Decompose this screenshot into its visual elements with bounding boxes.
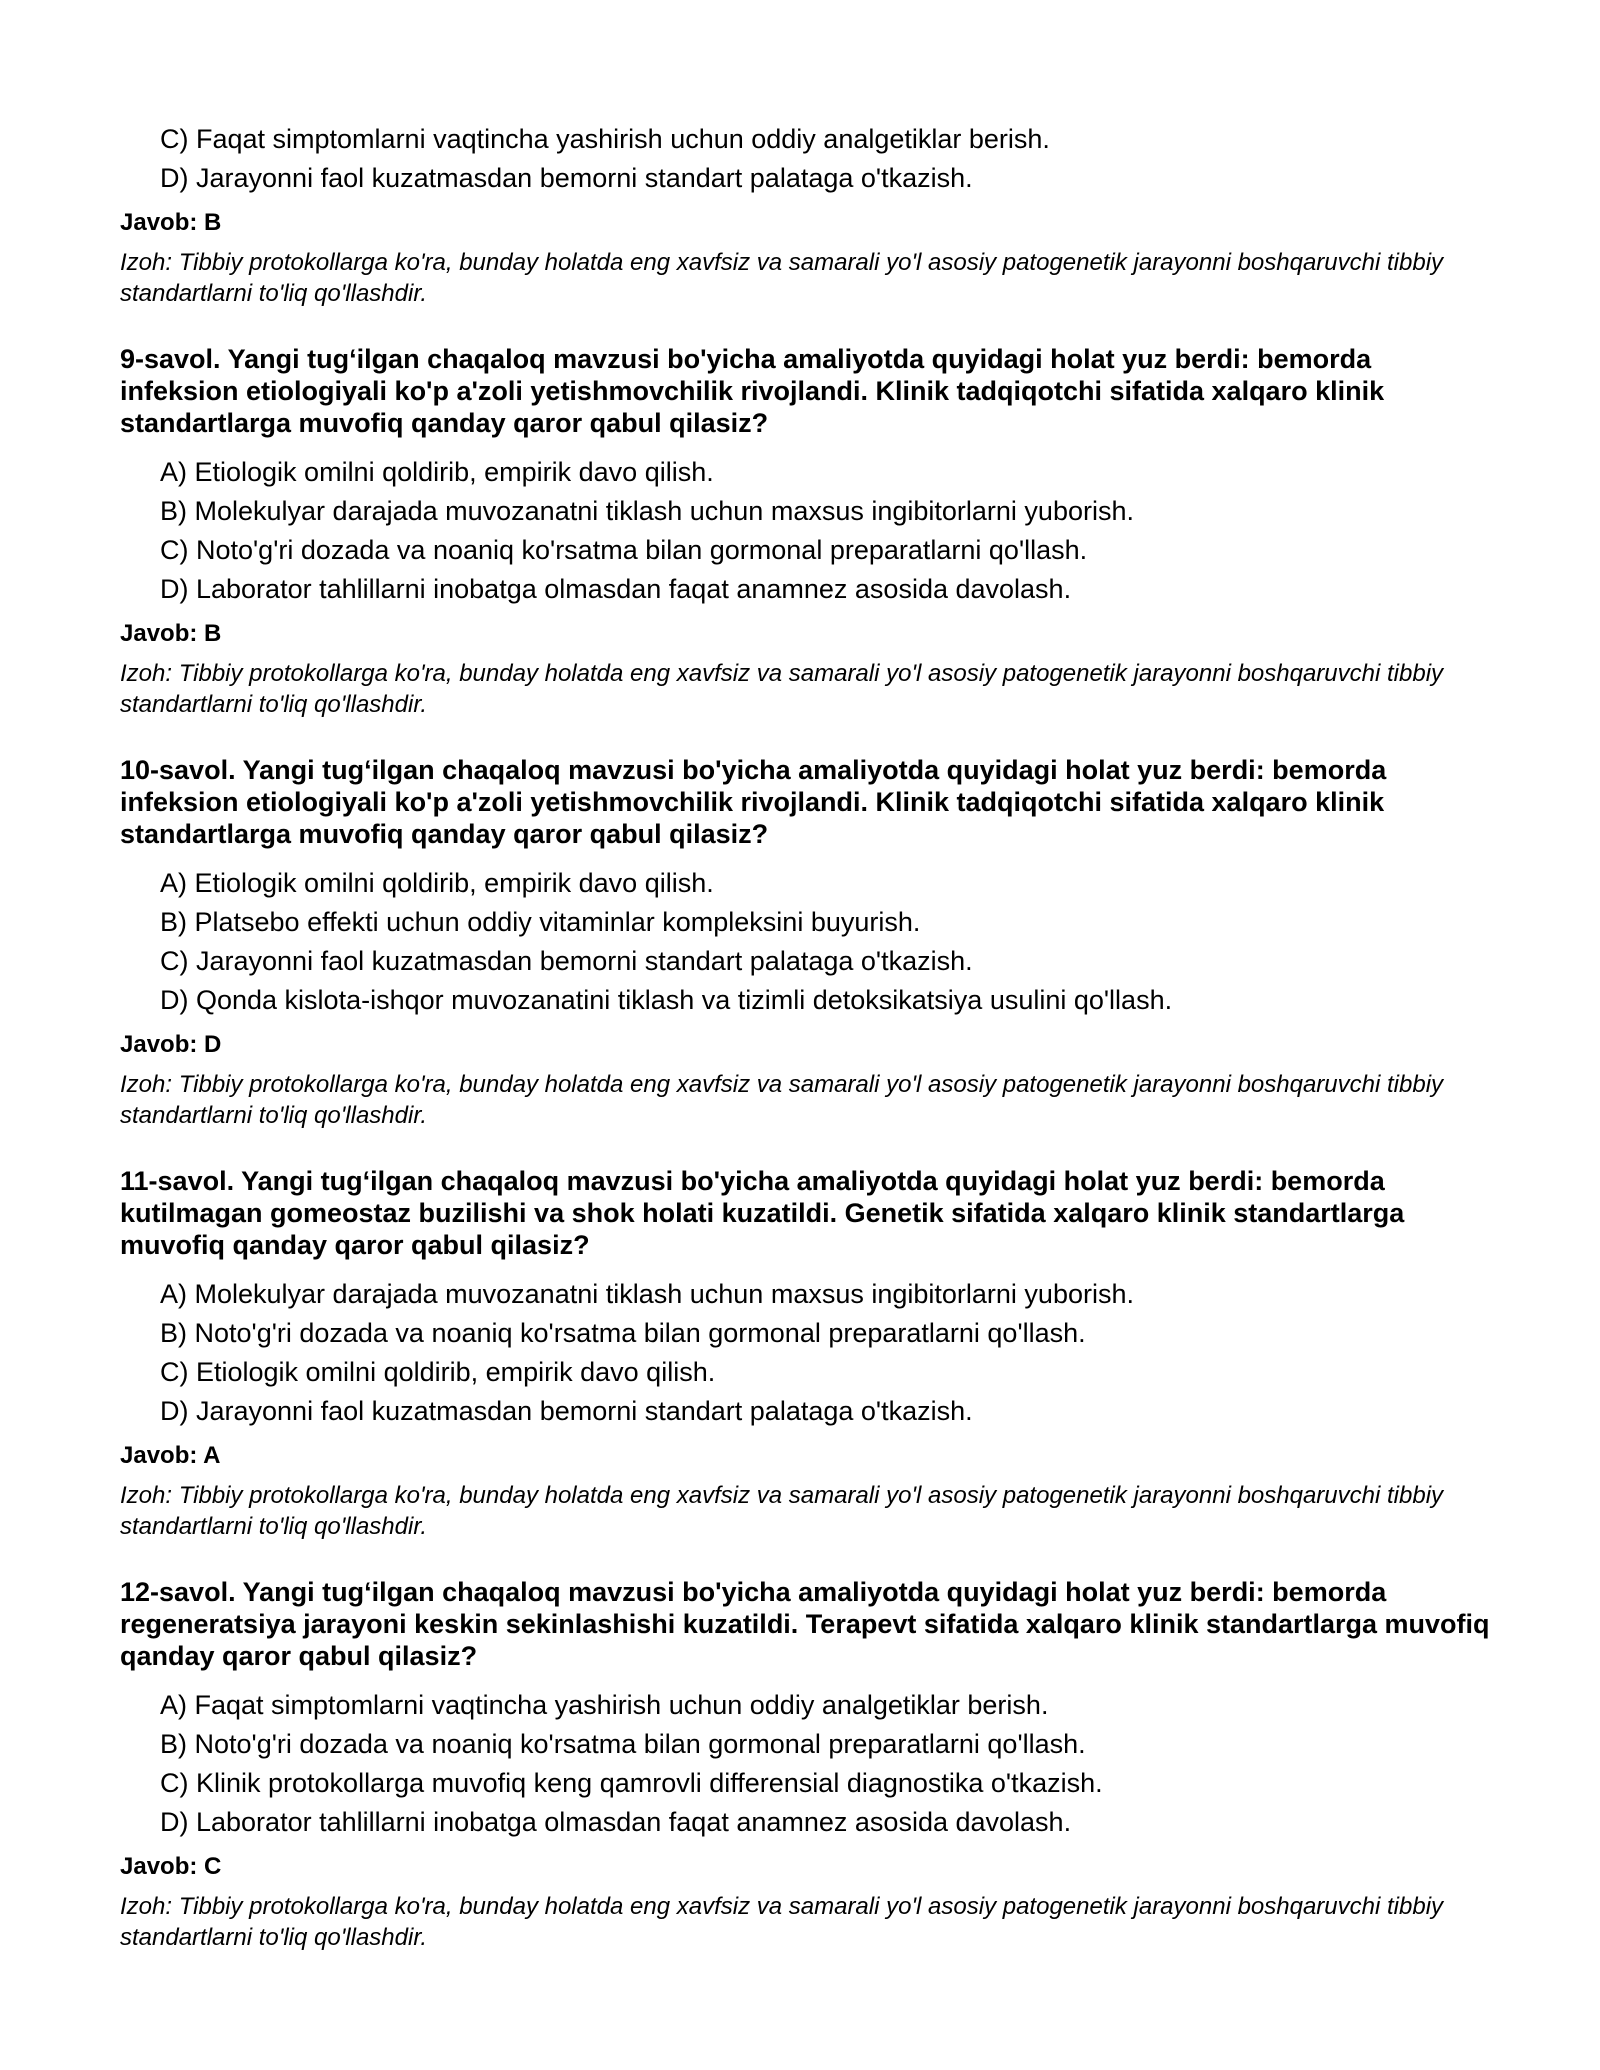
options-list	[120, 1275, 1490, 1431]
option-c: C) Faqat simptomlarni vaqtincha yashirish uchun oddiy analgetiklar berish.	[160, 124, 1050, 154]
option-d: D) Qonda kislota-ishqor muvozanatini tiklash va tizimli detoksikatsiya usulini qo'llash.	[160, 985, 1173, 1015]
option-d: D) Laborator tahlillarni inobatga olmasdan faqat anamnez asosida davolash.	[160, 1807, 1072, 1837]
option-d: D) Jarayonni faol kuzatmasdan bemorni standart palataga o'tkazish.	[160, 163, 973, 193]
options-list	[120, 120, 1490, 198]
explanation-note: Izoh: Tibbiy protokollarga ko'ra, bunday holatda eng xavfsiz va samarali yo'l asosiy patogenetik jarayonni boshqaruvchi tibbiy standartlarni to'liq qo'llashdir.	[120, 1482, 1444, 1540]
option-a: A) Etiologik omilni qoldirib, empirik davo qilish.	[160, 868, 714, 898]
option-b: B) Noto'g'ri dozada va noaniq ko'rsatma bilan gormonal preparatlarni qo'llash.	[160, 1729, 1086, 1759]
option-c: C) Klinik protokollarga muvofiq keng qamrovli differensial diagnostika o'tkazish.	[160, 1768, 1103, 1798]
question-text: 10-savol. Yangi tug‘ilgan chaqaloq mavzusi bo'yicha amaliyotda quyidagi holat yuz berdi: bemorda infeksion etiologiyali ko'p a'zoli yetishmovchilik rivojlandi. Klinik tadqiqotchi sifatida xalqaro klinik standartlarga muvofiq qanday qaror qabul qilasiz?	[120, 755, 1387, 849]
answer-label: Javob: D	[120, 1031, 222, 1058]
question-text: 12-savol. Yangi tug‘ilgan chaqaloq mavzusi bo'yicha amaliyotda quyidagi holat yuz berdi: bemorda regeneratsiya jarayoni keskin sekinlashishi kuzatildi. Terapevt sifatida xalqaro klinik standartlarga muvofiq qanday qaror qabul qilasiz?	[120, 1577, 1490, 1671]
explanation-note: Izoh: Tibbiy protokollarga ko'ra, bunday holatda eng xavfsiz va samarali yo'l asosiy patogenetik jarayonni boshqaruvchi tibbiy standartlarni to'liq qo'llashdir.	[120, 1071, 1444, 1129]
explanation-note: Izoh: Tibbiy protokollarga ko'ra, bunday holatda eng xavfsiz va samarali yo'l asosiy patogenetik jarayonni boshqaruvchi tibbiy standartlarni to'liq qo'llashdir.	[120, 660, 1444, 718]
option-d: D) Jarayonni faol kuzatmasdan bemorni standart palataga o'tkazish.	[160, 1396, 973, 1426]
options-list	[120, 864, 1490, 1020]
question-block-10	[120, 754, 1490, 1131]
answer-label: Javob: B	[120, 620, 222, 647]
option-b: B) Molekulyar darajada muvozanatni tiklash uchun maxsus ingibitorlarni yuborish.	[160, 496, 1134, 526]
explanation-note: Izoh: Tibbiy protokollarga ko'ra, bunday holatda eng xavfsiz va samarali yo'l asosiy patogenetik jarayonni boshqaruvchi tibbiy standartlarni to'liq qo'llashdir.	[120, 1893, 1444, 1951]
option-a: A) Etiologik omilni qoldirib, empirik davo qilish.	[160, 457, 714, 487]
question-text: 11-savol. Yangi tug‘ilgan chaqaloq mavzusi bo'yicha amaliyotda quyidagi holat yuz berdi: bemorda kutilmagan gomeostaz buzilishi va shok holati kuzatildi. Genetik sifatida xalqaro klinik standartlarga muvofiq qanday qaror qabul qilasiz?	[120, 1166, 1405, 1260]
question-text: 9-savol. Yangi tug‘ilgan chaqaloq mavzusi bo'yicha amaliyotda quyidagi holat yuz berdi: bemorda infeksion etiologiyali ko'p a'zoli yetishmovchilik rivojlandi. Klinik tadqiqotchi sifatida xalqaro klinik standartlarga muvofiq qanday qaror qabul qilasiz?	[120, 344, 1385, 438]
option-a: A) Molekulyar darajada muvozanatni tiklash uchun maxsus ingibitorlarni yuborish.	[160, 1279, 1134, 1309]
question-block-12	[120, 1576, 1490, 1953]
question-block-11	[120, 1165, 1490, 1542]
option-c: C) Noto'g'ri dozada va noaniq ko'rsatma bilan gormonal preparatlarni qo'llash.	[160, 535, 1088, 565]
answer-label: Javob: A	[120, 1442, 221, 1469]
options-list	[120, 1686, 1490, 1842]
option-c: C) Etiologik omilni qoldirib, empirik davo qilish.	[160, 1357, 716, 1387]
answer-label: Javob: B	[120, 209, 222, 236]
option-b: B) Platsebo effekti uchun oddiy vitaminlar kompleksini buyurish.	[160, 907, 921, 937]
question-block-9	[120, 343, 1490, 720]
option-a: A) Faqat simptomlarni vaqtincha yashirish uchun oddiy analgetiklar berish.	[160, 1690, 1049, 1720]
question-block-8-continued	[120, 120, 1490, 309]
document-page	[120, 120, 1490, 1987]
option-b: B) Noto'g'ri dozada va noaniq ko'rsatma bilan gormonal preparatlarni qo'llash.	[160, 1318, 1086, 1348]
options-list	[120, 453, 1490, 609]
explanation-note: Izoh: Tibbiy protokollarga ko'ra, bunday holatda eng xavfsiz va samarali yo'l asosiy patogenetik jarayonni boshqaruvchi tibbiy standartlarni to'liq qo'llashdir.	[120, 249, 1444, 307]
answer-label: Javob: C	[120, 1853, 222, 1880]
option-d: D) Laborator tahlillarni inobatga olmasdan faqat anamnez asosida davolash.	[160, 574, 1072, 604]
option-c: C) Jarayonni faol kuzatmasdan bemorni standart palataga o'tkazish.	[160, 946, 973, 976]
